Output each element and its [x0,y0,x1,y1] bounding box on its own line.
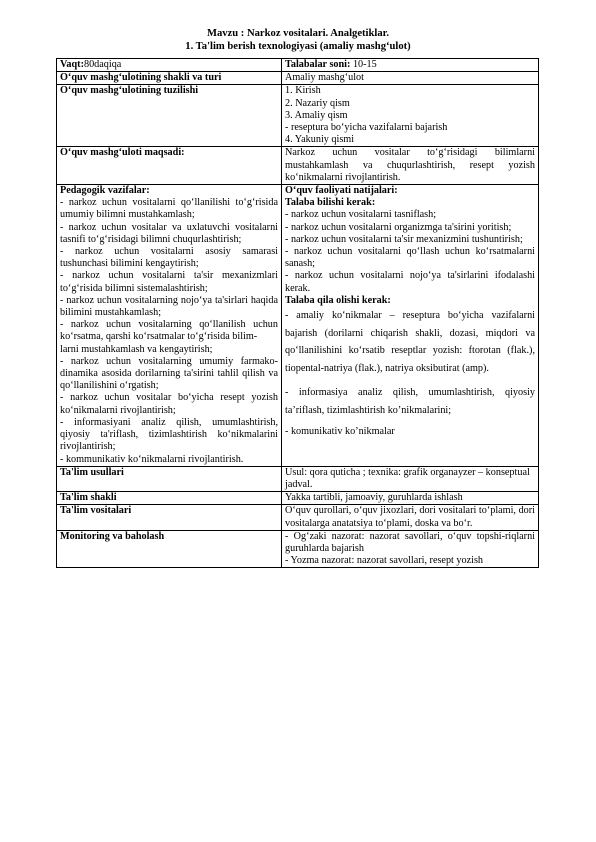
list-item: 4. Yakuniy qismi [285,134,355,146]
form-label: O‘quv mashg‘ulotining shakli va turi [57,72,282,85]
results-heading: O‘quv faoliyati natijalari: [285,185,398,197]
list-item: - Yozma nazorat: nazorat savollari, resept yozish [285,555,484,567]
methods-value: Usul: qora quticha ; texnika: grafik organayzer – konseptual jadval. [282,466,539,491]
table-row [57,59,539,72]
list-item: - narkoz uchun vositalarni tasniflash; [285,209,437,221]
list-item: - narkoz uchun vositalarning umumiy farmako-dinamika asosida dorilarning ta'sirini tahlil qilish va qo‘llanilishini o‘rgatish; [60,355,278,392]
goal-label: O‘quv mashg‘uloti maqsadi: [57,147,282,185]
list-item: - informasiyani analiz qilish, umumlashtirish, qiyosiy ta'riflash, tizimlashtirish ko‘nikmalarini rivojlantirish; [60,416,278,453]
list-item: 3. Amaliy qism [285,109,348,121]
know-heading: Talaba bilishi kerak: [285,197,376,209]
list-item: - narkoz uchun vositalarni qo‘llash uchun ko‘rsatmalarni sanash; [285,246,535,270]
means-value: O‘quv qurollari, o‘quv jixozlari, dori vositalari to‘plami, dori vositalarga anatatsiya to‘plami, doska va bo‘r. [282,505,539,530]
list-item: - narkoz uchun vositalarni nojo‘ya ta'sirlarini ifodalashi kerak. [285,270,535,294]
table-row [57,505,539,530]
methods-label: Ta'lim usullari [57,466,282,491]
students-value: 10-15 [350,59,377,70]
list-item: - amaliy ko‘nikmalar – reseptura bo‘yicha vazifalarni bajarish (dorilarni chiqarish shakli, dozasi, miqdori va qo‘llanilishini ko‘rsatib reseptlar yozish: ftorotan (flak.), tiopental-natriya (flak.), natriya oksibutirat (amp). [285,310,535,374]
monitoring-label: Monitoring va baholash [57,530,282,568]
time-label: Vaqt: [60,59,84,70]
list-item: - narkoz uchun vositalar va uxlatuvchi vositalarni tasnifi to‘g‘risidagi bilimni chuqurlashtirish; [60,221,278,245]
means-label: Ta'lim vositalari [57,505,282,530]
shape-label: Ta'lim shakli [57,492,282,505]
list-item: 1. Kirish [285,85,321,97]
structure-label: O‘quv mashg‘ulotining tuzilishi [57,85,282,147]
table-row [57,466,539,491]
list-item: - narkoz uchun vositalarning qo‘llanilish uchun ko‘rsatma, qarshi ko‘rsatmalar to‘g‘risida bilim- [60,319,278,343]
list-item: - narkoz uchun vositalarni qo‘llanilishi to‘g‘risida umumiy bilimni mustahkamlash; [60,197,278,221]
pedagogic-tasks-cell [57,185,282,467]
do-heading: Talaba qila olishi kerak: [285,294,391,306]
list-item: - komunikativ ko’nikmalar [285,426,395,438]
list-item: - Og‘zaki nazorat: nazorat savollari, o‘quv topshi-riqlarni guruhlarda bajarish [285,530,535,554]
list-item: - kommunikativ ko‘nikmalarni rivojlantirish. [60,453,244,465]
list-item: larni mustahkamlash va kengaytirish; [60,343,213,355]
time-value: 80daqiqa [83,59,122,70]
list-item: 2. Nazariy qism [285,97,350,109]
table-row [57,530,539,568]
shape-value: Yakka tartibli, jamoaviy, guruhlarda ishlash [282,492,539,505]
lesson-plan-table [56,58,539,568]
learning-results-cell [282,185,539,467]
pedagogic-heading: Pedagogik vazifalar: [60,185,150,197]
time-cell [57,59,282,72]
list-item: - narkoz uchun vositalarni organizmga ta'sirini yoritish; [285,221,512,233]
students-label: Talabalar soni: [285,59,351,70]
table-row [57,147,539,185]
document-subtitle: 1. Ta'lim berish texnologiyasi (amaliy mashg‘ulot) [185,41,411,52]
goal-value: Narkoz uchun vositalar to‘g‘risidagi bilimlarni mustahkamlash va chuqurlashtirish, resept yozish ko‘nikmalarni rivojlantirish. [282,147,539,185]
table-row [57,492,539,505]
list-item: - narkoz uchun vositalarni asosiy samarasi tushunchasi bilimini kengaytirish; [60,246,278,270]
list-item: - narkoz uchun vositalarni ta'sir mexanizmlari to‘g‘risida bilimni sistemalashtirish; [60,270,278,294]
form-value: Amaliy mashg‘ulot [282,72,539,85]
list-item: - reseptura bo‘yicha vazifalarni bajarish [285,122,448,134]
list-item: - narkoz uchun vositalarni ta'sir mexanizmini tushuntirish; [285,233,523,245]
table-row [57,185,539,467]
list-item: - informasiya analiz qilish, umumlashtirish, qiyosiy ta’riflash, tizimlashtirish ko’nikmalarini; [285,387,535,416]
table-row [57,72,539,85]
table-row [57,85,539,147]
document-title: Mavzu : Narkoz vositalari. Analgetiklar. [206,28,390,39]
list-item: - narkoz uchun vositalarning nojo‘ya ta'sirlari haqida bilimini mustahkamlash; [60,294,278,319]
structure-list [282,85,539,147]
list-item: - narkoz uchun vositalar bo‘yicha resept yozish ko‘nikmalarni rivojlantirish; [60,392,278,416]
monitoring-list [282,530,539,568]
students-cell [282,59,539,72]
